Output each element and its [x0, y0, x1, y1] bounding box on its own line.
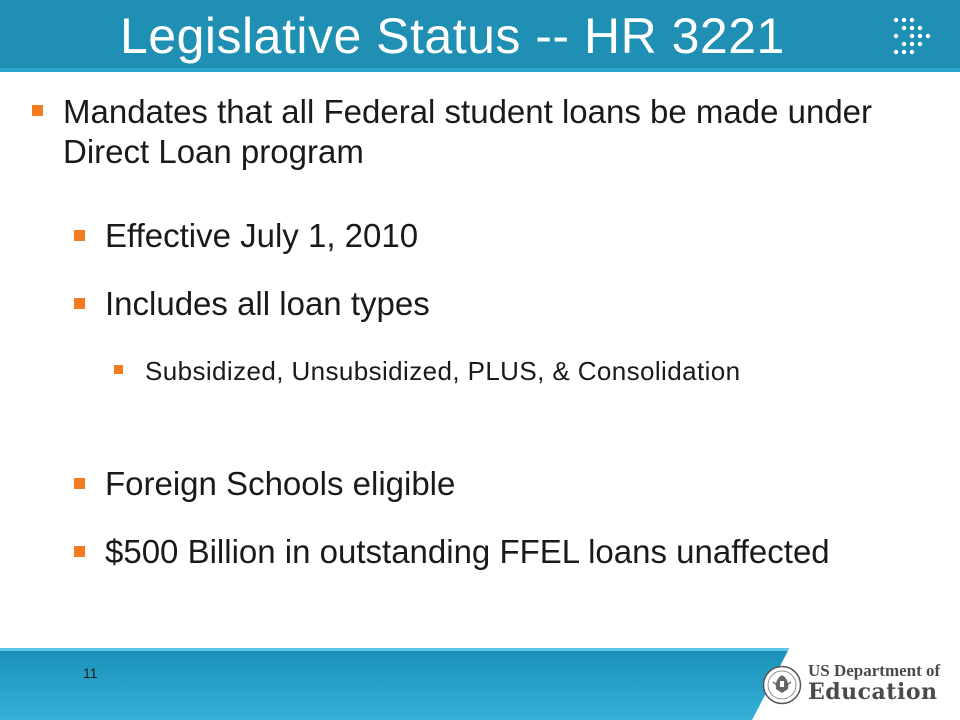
square-bullet-icon	[74, 546, 85, 557]
square-bullet-icon	[74, 230, 85, 241]
slide-title: Legislative Status -- HR 3221	[120, 8, 785, 64]
logo-line-1: US Department of	[808, 661, 941, 680]
department-logo	[808, 662, 948, 704]
logo-line-2: Education	[808, 679, 938, 705]
bullet-text: Subsidized, Unsubsidized, PLUS, & Consolidation	[145, 356, 741, 386]
bullet-text: Foreign Schools eligible	[105, 465, 456, 502]
bullet-item	[74, 532, 904, 572]
square-bullet-icon	[74, 478, 85, 489]
square-bullet-icon	[32, 105, 43, 116]
page-number: 11	[83, 665, 98, 681]
bullet-item	[74, 216, 904, 256]
bullet-text: Effective July 1, 2010	[105, 217, 419, 254]
bullet-text: Mandates that all Federal student loans be made under Direct Loan program	[63, 93, 873, 170]
bullet-item	[74, 464, 904, 504]
bullet-text: $500 Billion in outstanding FFEL loans unaffected	[105, 533, 830, 570]
department-seal-icon	[762, 665, 802, 705]
bullet-item	[74, 284, 904, 324]
bullet-text: Includes all loan types	[105, 285, 430, 322]
square-bullet-icon	[74, 298, 85, 309]
bullet-item	[114, 353, 764, 389]
bullet-item	[32, 92, 912, 172]
square-bullet-icon	[114, 365, 123, 374]
